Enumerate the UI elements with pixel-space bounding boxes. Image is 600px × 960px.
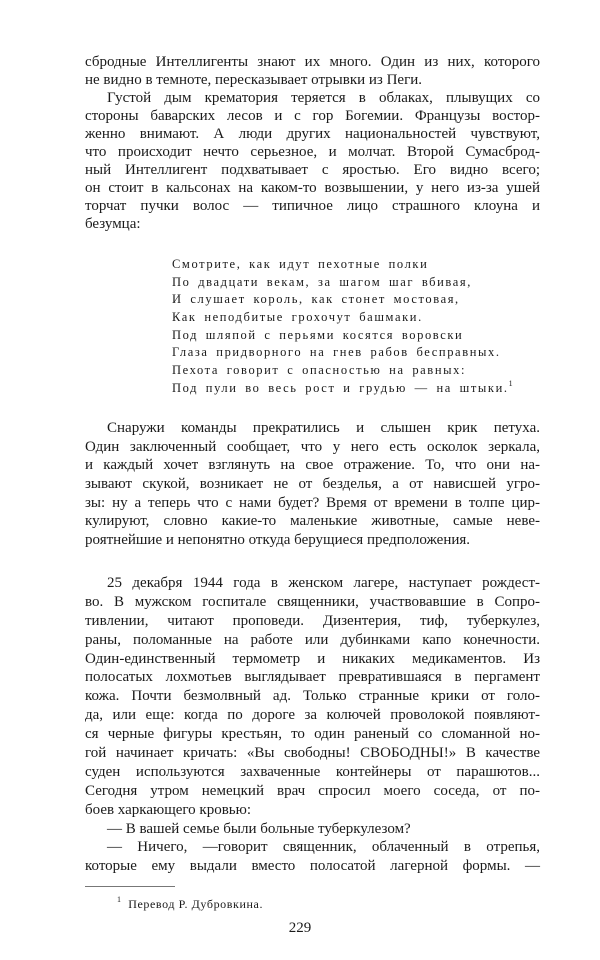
text-line: которые ему выдали вместо полосатой лагерной формы. — xyxy=(85,858,540,875)
text-line: полосатых лохмотьев выглядывает превратившаяся в пергамент xyxy=(85,669,540,686)
text-line: тивлении, читают проповеди. Дизентерия, тиф, туберкулез, xyxy=(85,612,540,629)
text-line: ся черные фигуры крестьян, то один раненый со сломанной но- xyxy=(85,726,540,743)
poem-line-text: И слушает король, как стонет мостовая, xyxy=(172,292,460,307)
text-line: 25 декабря 1944 года в женском лагере, наступает рождест- xyxy=(107,575,540,591)
poem-verse xyxy=(172,256,513,398)
footnote-mark: 1 xyxy=(117,895,121,904)
text-line: суден используются захваченные контейнеры от парашютов... xyxy=(85,763,540,780)
poem-line-text: Глаза придворного на гнев рабов бесправных. xyxy=(172,345,501,360)
text-line: женно внимают. А люди других национальностей чувствуют, xyxy=(85,126,540,142)
poem-line-text: Смотрите, как идут пехотные полки xyxy=(172,257,429,271)
text-line: зывают скукой, возникает не от безделья, а от нависшей угро- xyxy=(85,476,540,493)
text-line: не видно в темноте, пересказывает отрывки из Пеги. xyxy=(85,72,423,88)
poem-line xyxy=(172,309,513,327)
text-line: он стоит в кальсонах на каком-то возвышении, у него из-за ушей xyxy=(85,180,540,196)
text-line: роятнейшие и непонятно откуда берущиеся предположения. xyxy=(85,532,471,549)
poem-line xyxy=(172,344,513,362)
footnote-divider xyxy=(85,886,175,887)
poem-line-text: Под пули во весь рост и грудью — на штыки. xyxy=(172,380,509,395)
paragraph-3 xyxy=(85,574,540,876)
text-line: стороны баварских лесов и с гор Богемии. Французы востор- xyxy=(85,108,540,124)
poem-line xyxy=(172,362,513,380)
text-line: да, или еще: когда по дороге за колючей проволокой появляют- xyxy=(85,707,540,724)
footnote-reference: 1 xyxy=(508,378,513,388)
text-line: — В вашей семье были больные туберкулезом? xyxy=(107,820,411,837)
text-line: Густой дым крематория теряется в облаках, плывущих со xyxy=(107,90,540,106)
poem-line-text: Пехота говорит с опасностью на равных: xyxy=(172,363,467,378)
text-line: сбродные Интеллигенты знают их много. Один из них, которого xyxy=(85,54,540,70)
text-line: боев харкающего кровью: xyxy=(85,801,252,818)
poem-line xyxy=(172,327,513,345)
poem-line xyxy=(172,256,513,274)
text-line: Один-единственный термометр и никаких медикаментов. Из xyxy=(85,650,540,667)
text-line: Один заключенный сообщает, что у него есть осколок зеркала, xyxy=(85,438,540,455)
poem-line xyxy=(172,274,513,292)
poem-line-text: Под шляпой с перьями косятся воровски xyxy=(172,327,464,342)
paragraph-2 xyxy=(85,419,540,550)
poem-line-text: По двадцати векам, за шагом шаг вбивая, xyxy=(172,274,472,289)
text-line: кожа. Почти безмолвный ад. Только странные крики от голо- xyxy=(85,688,540,705)
text-line: Снаружи команды прекратились и слышен крик петуха. xyxy=(107,420,540,436)
text-line: торчат пучки волос — типичное лицо страшного клоуна и xyxy=(85,198,540,214)
text-line: — Ничего, —говорит священник, облаченный в отрепья, xyxy=(107,839,540,856)
poem-line-text: Как неподбитые грохочут башмаки. xyxy=(172,310,423,325)
footnote xyxy=(117,897,263,912)
text-line: что происходит нечто серьезное, и молчат. Второй Сумасброд- xyxy=(85,144,540,160)
text-line: кулируют, словно какие-то маленькие животные, самые неве- xyxy=(85,513,540,530)
footnote-text: Перевод Р. Дубровкина. xyxy=(128,897,264,911)
text-line: ный Интеллигент подхватывает с яростью. Его видно всего; xyxy=(85,162,540,178)
text-line: безумца: xyxy=(85,216,141,232)
page-number: 229 xyxy=(288,920,312,936)
text-line: гой начинает кричать: «Вы свободны! СВОБОДНЫ!» В качестве xyxy=(85,745,540,762)
text-line: Сегодня утром немецкий врач спросил моего соседа, от по- xyxy=(85,782,540,799)
text-line: и каждый хочет взглянуть на свое отражение. То, что они на- xyxy=(85,457,540,474)
text-line: зы: ну а теперь что с нами будет? Время от времени в толпе цир- xyxy=(85,494,540,511)
poem-line xyxy=(172,291,513,309)
poem-line xyxy=(172,380,513,398)
text-line: во. В мужском госпитале священники, участвовавшие в Сопро- xyxy=(85,593,540,610)
paragraph-1 xyxy=(85,53,540,233)
text-line: раны, поломанные на работе или дубинками капо конечности. xyxy=(85,631,540,648)
